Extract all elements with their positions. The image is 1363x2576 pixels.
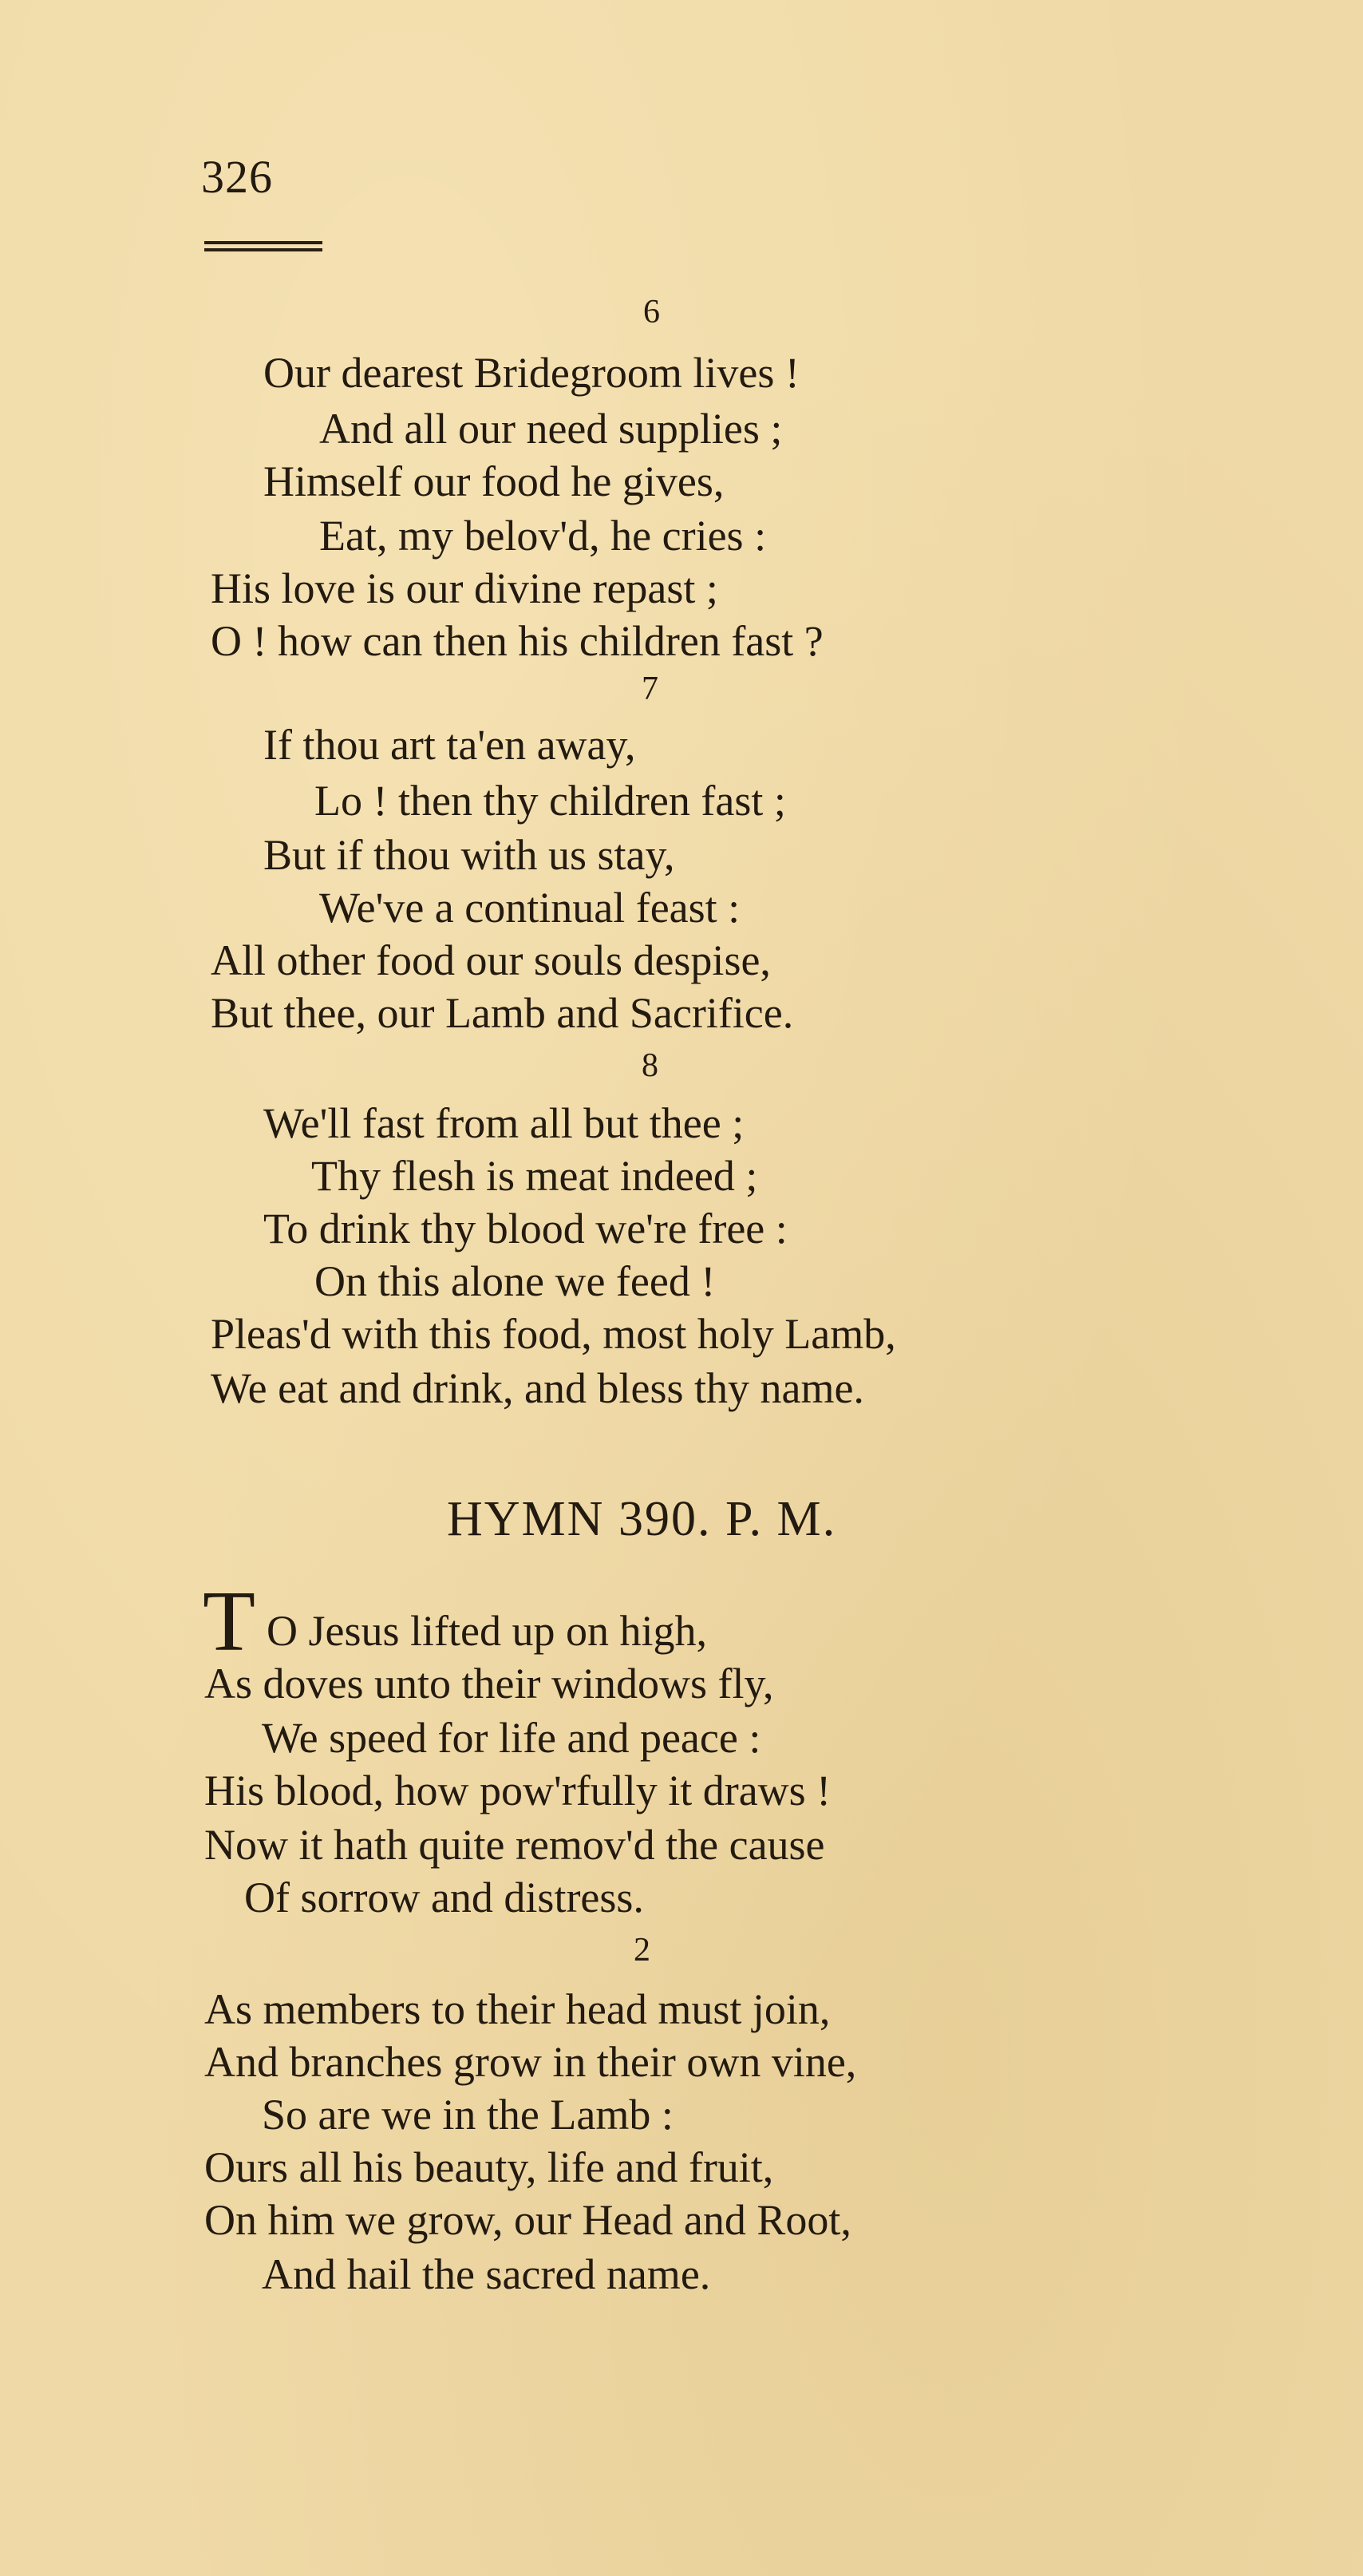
verse-line: Ours all his beauty, life and fruit, (204, 2143, 774, 2191)
verse-line: As doves unto their windows fly, (204, 1660, 774, 1707)
verse-line: We've a continual feast : (319, 884, 741, 932)
verse-line: Of sorrow and distress. (244, 1874, 644, 1921)
rule-line (204, 241, 322, 244)
verse-line: And hail the sacred name. (262, 2250, 711, 2298)
verse-number: 2 (634, 1932, 650, 1969)
verse-line: Our dearest Bridegroom lives ! (263, 349, 800, 397)
verse-line: We speed for life and peace : (262, 1714, 761, 1762)
verse-line: Lo ! then thy children fast ; (314, 777, 786, 825)
drop-cap: T (203, 1574, 255, 1669)
verse-line: O Jesus lifted up on high, (267, 1607, 707, 1655)
verse-line: We'll fast from all but thee ; (263, 1099, 745, 1147)
verse-line: Thy flesh is meat indeed ; (311, 1152, 758, 1200)
verse-line: His blood, how pow'rfully it draws ! (204, 1767, 832, 1814)
verse-line: On this alone we feed ! (314, 1257, 716, 1305)
verse-line: Himself our food he gives, (263, 457, 725, 505)
verse-line: Pleas'd with this food, most holy Lamb, (211, 1310, 896, 1358)
verse-line: On him we grow, our Head and Root, (204, 2196, 851, 2244)
verse-line: But thee, our Lamb and Sacrifice. (211, 989, 794, 1037)
hymn-title: HYMN 390. P. M. (447, 1492, 837, 1546)
verse-line: We eat and drink, and bless thy name. (211, 1364, 864, 1412)
verse-line: O ! how can then his children fast ? (211, 617, 824, 665)
verse-line: To drink thy blood we're free : (263, 1205, 788, 1252)
verse-line: If thou art ta'en away, (263, 721, 636, 769)
verse-line: All other food our souls despise, (211, 936, 771, 984)
verse-line: Now it hath quite remov'd the cause (204, 1821, 825, 1869)
verse-number: 8 (642, 1047, 658, 1084)
verse-number: 6 (643, 294, 660, 330)
verse-line: Eat, my belov'd, he cries : (319, 512, 767, 560)
verse-line: But if thou with us stay, (263, 831, 675, 879)
verse-line: His love is our divine repast ; (211, 564, 718, 612)
verse-number: 7 (642, 671, 658, 707)
header-rule (204, 241, 322, 259)
verse-line: And all our need supplies ; (319, 405, 783, 453)
rule-line (204, 248, 322, 251)
verse-line: And branches grow in their own vine, (204, 2038, 857, 2086)
verse-line: So are we in the Lamb : (262, 2091, 674, 2139)
verse-line: As members to their head must join, (204, 1985, 831, 2033)
page-number: 326 (201, 151, 273, 203)
